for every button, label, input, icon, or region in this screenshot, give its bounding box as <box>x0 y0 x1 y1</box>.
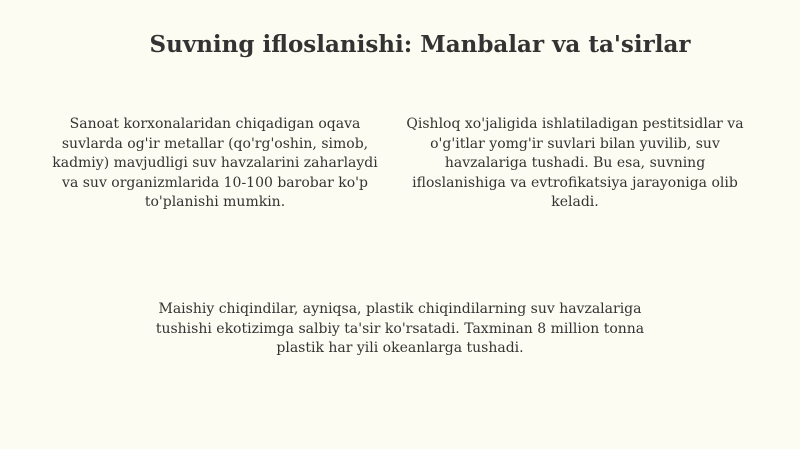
industrial-pollution-text: Sanoat korxonalaridan chiqadigan oqava suvlarda og'ir metallar (qo'rg'oshin, simob, kadmiy) mavjudligi suv havzalarini zaharlaydi va suv organizmlarida 10-100 barobar ko'p to'planishi mumkin. <box>52 116 378 211</box>
slide-title: Suvning ifloslanishi: Manbalar va ta'sirlar <box>149 31 691 58</box>
agricultural-pollution-text: Qishloq xo'jaligida ishlatiladigan pestitsidlar va o'g'itlar yomg'ir suvlari bilan yuvilib, suv havzalariga tushadi. Bu esa, suvning ifloslanishiga va evtrofikatsiya jarayoniga olib keladi. <box>406 116 744 211</box>
household-waste-text: Maishiy chiqindilar, ayniqsa, plastik chiqindilarning suv havzalariga tushishi ekotizimga salbiy ta'sir ko'rsatadi. Taxminan 8 million tonna plastik har yili okeanlarga tushadi. <box>155 301 645 357</box>
